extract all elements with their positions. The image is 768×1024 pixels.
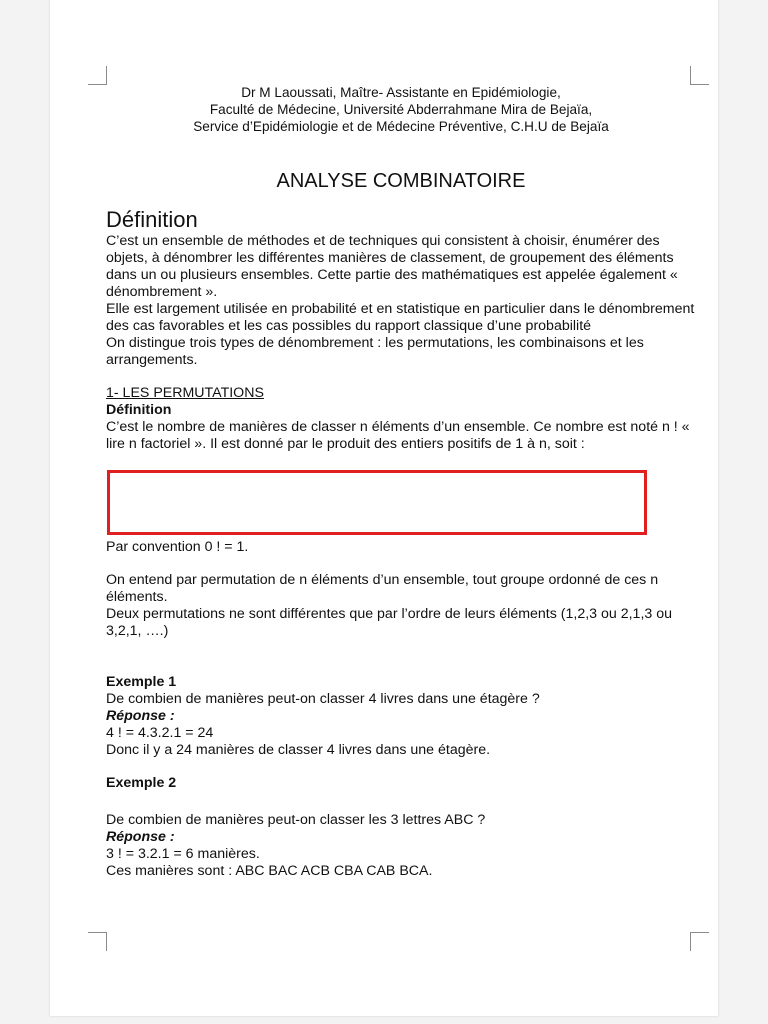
page-content	[106, 84, 696, 880]
definition-paragraph-2: Elle est largement utilisée en probabilité et en statistique en particulier dans le dénombrement des cas favorables et les cas possibles du rapport classique d’une probabilité	[106, 301, 695, 334]
example-1-conclusion: Donc il y a 24 manières de classer 4 livres dans une étagère.	[106, 742, 491, 758]
example-2-calculation: 3 ! = 3.2.1 = 6 manières.	[106, 846, 260, 862]
convention-text: Par convention 0 ! = 1.	[106, 539, 249, 555]
permutations-definition-text: C’est le nombre de manières de classer n éléments d’un ensemble. Ce nombre est noté n ! « lire n factoriel ». Il est donné par le produit des entiers positifs de 1 à n, soit :	[106, 419, 690, 452]
corner-mark-top-left	[88, 66, 107, 85]
definition-heading: Définition	[106, 207, 198, 232]
permutation-meaning-text: On entend par permutation de n éléments d’un ensemble, tout groupe ordonné de ces n éléments.	[106, 572, 659, 605]
permutations-heading: 1- LES PERMUTATIONS	[106, 385, 264, 401]
example-2-answer-label: Réponse :	[106, 829, 175, 845]
permutations-definition-label: Définition	[106, 402, 172, 418]
corner-mark-bottom-right	[690, 932, 709, 951]
definition-paragraph-1: C’est un ensemble de méthodes et de techniques qui consistent à choisir, énumérer des objets, à dénombrer les différentes manières de classement, de groupement des éléments dans un ou plusieurs ensembles. Cette partie des mathématiques est appelée également « dénombrement ».	[106, 233, 678, 300]
example-2-label: Exemple 2	[106, 775, 177, 791]
header-line-2: Faculté de Médecine, Université Abderrahmane Mira de Bejaïa,	[209, 102, 593, 117]
example-2-question: De combien de manières peut-on classer les 3 lettres ABC ?	[106, 812, 486, 828]
corner-mark-top-right	[690, 66, 709, 85]
example-1-answer-label: Réponse :	[106, 708, 175, 724]
document-title: ANALYSE COMBINATOIRE	[276, 170, 526, 192]
example-1-label: Exemple 1	[106, 674, 177, 690]
header-line-1: Dr M Laoussati, Maître- Assistante en Epidémiologie,	[241, 85, 561, 100]
example-2-conclusion: Ces manières sont : ABC BAC ACB CBA CAB BCA.	[106, 863, 433, 879]
document-page	[50, 0, 718, 1016]
author-header	[106, 84, 696, 135]
definition-paragraph-3: On distingue trois types de dénombrement : les permutations, les combinaisons et les arrangements.	[106, 335, 644, 368]
example-1-calculation: 4 ! = 4.3.2.1 = 24	[106, 725, 214, 741]
header-line-3: Service d’Epidémiologie et de Médecine Préventive, C.H.U de Bejaïa	[193, 119, 609, 134]
formula-box	[107, 470, 647, 535]
corner-mark-bottom-left	[88, 932, 107, 951]
example-1-question: De combien de manières peut-on classer 4 livres dans une étagère ?	[106, 691, 540, 707]
permutation-difference-text: Deux permutations ne sont différentes que par l’ordre de leurs éléments (1,2,3 ou 2,1,3 ou 3,2,1, ….)	[106, 606, 673, 639]
